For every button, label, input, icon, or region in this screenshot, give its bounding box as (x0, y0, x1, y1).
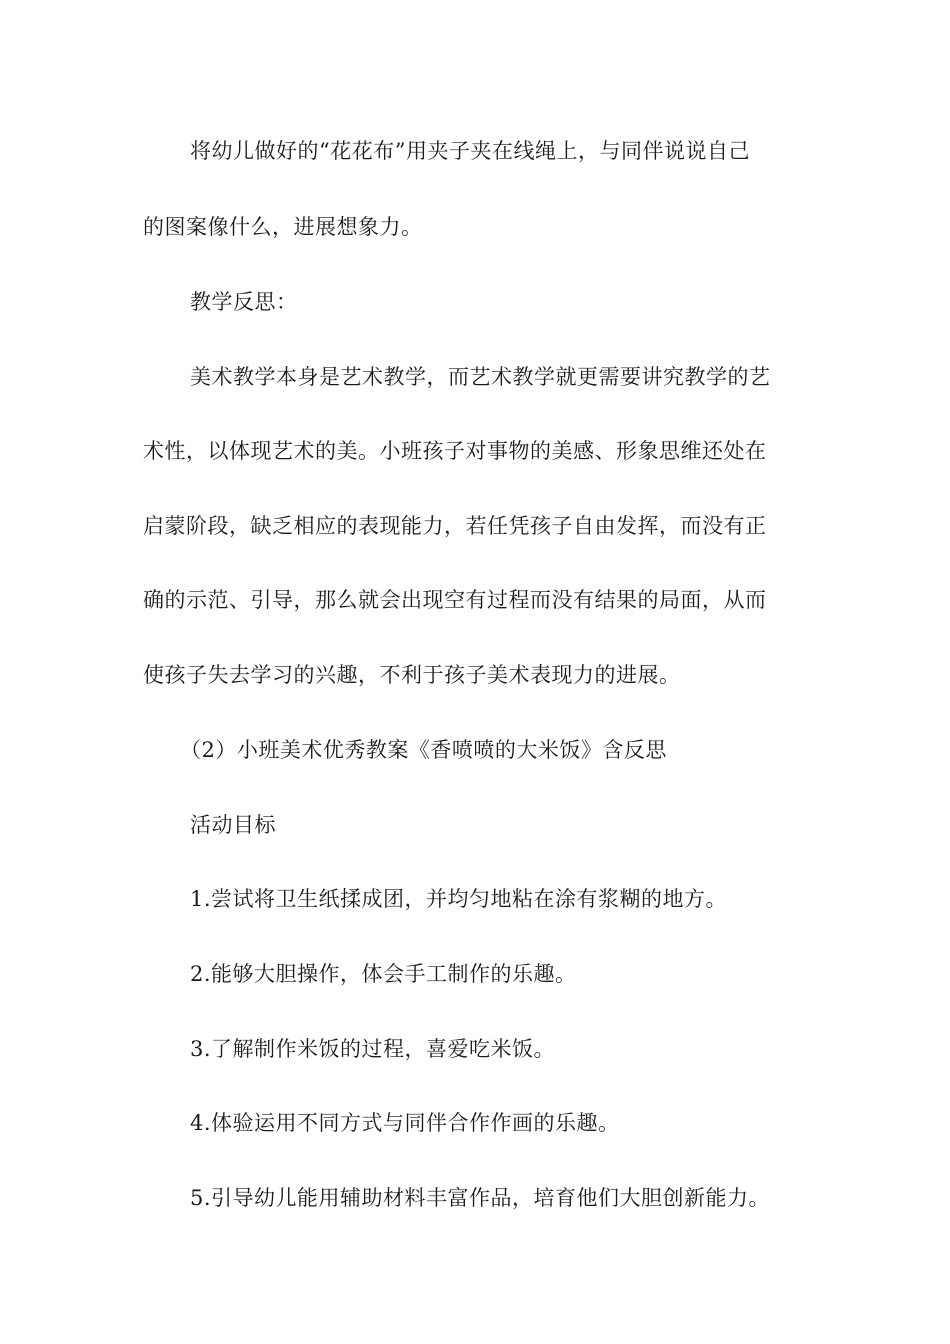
paragraph-line: 确的示范、引导，那么就会出现空有过程而没有结果的局面，从而 (143, 588, 767, 612)
list-item: 3.了解制作米饭的过程，喜爱吃米饭。 (190, 1037, 556, 1061)
list-item: 4.体验运用不同方式与同伴合作作画的乐趣。 (190, 1111, 620, 1135)
section-heading: 活动目标 (190, 813, 276, 837)
paragraph-line: 使孩子失去学习的兴趣，不利于孩子美术表现力的进展。 (143, 663, 681, 687)
paragraph-line: 美术教学本身是艺术教学，而艺术教学就更需要讲究教学的艺 (190, 365, 771, 389)
list-item: 1.尝试将卫生纸揉成团，并均匀地粘在涂有浆糊的地方。 (190, 887, 728, 911)
paragraph-line: 术性，以体现艺术的美。小班孩子对事物的美感、形象思维还处在 (143, 439, 767, 463)
list-item: 5.引导幼儿能用辅助材料丰富作品，培育他们大胆创新能力。 (190, 1186, 771, 1210)
paragraph-line: 的图案像什么，进展想象力。 (143, 215, 423, 239)
paragraph-line: 将幼儿做好的“花花布”用夹子夹在线绳上，与同伴说说自己 (190, 139, 750, 163)
paragraph-line: 启蒙阶段，缺乏相应的表现能力，若任凭孩子自由发挥，而没有正 (143, 514, 767, 538)
section-title: （2）小班美术优秀教案《香喷喷的大米饭》含反思 (180, 738, 667, 762)
list-item: 2.能够大胆操作，体会手工制作的乐趣。 (190, 962, 577, 986)
section-heading: 教学反思： (190, 290, 298, 314)
